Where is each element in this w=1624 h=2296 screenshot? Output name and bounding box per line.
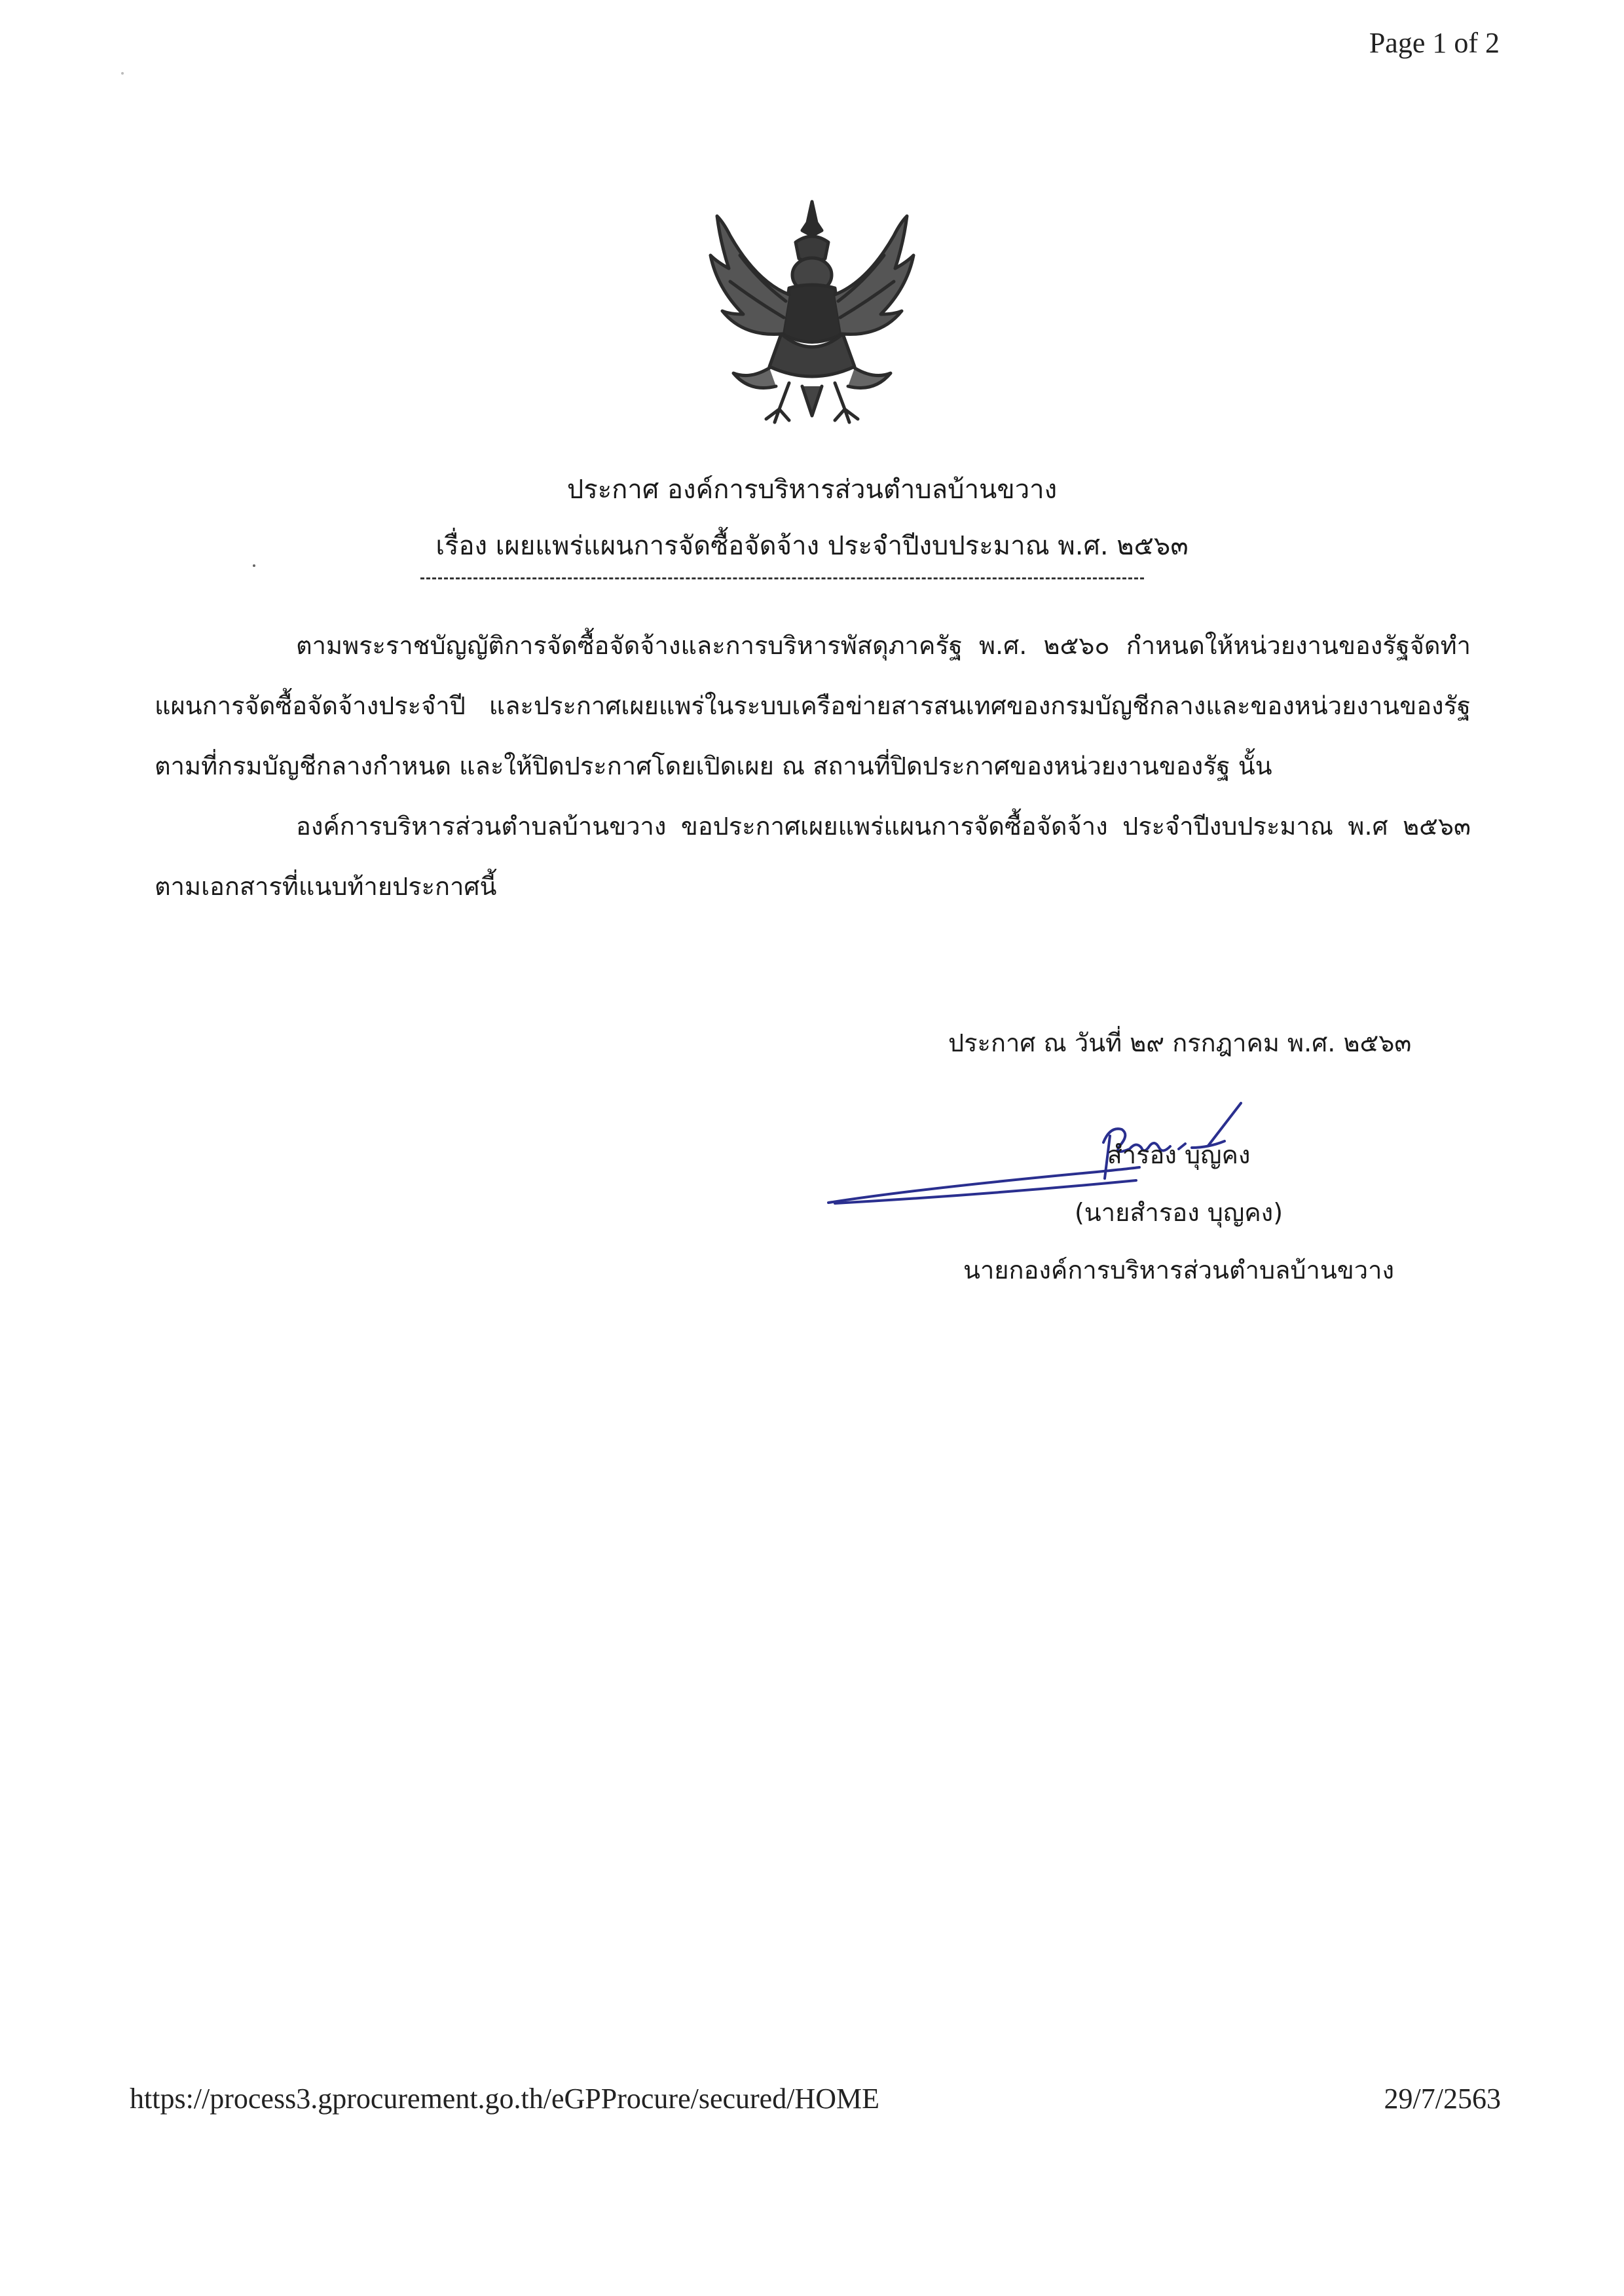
scan-speck xyxy=(121,72,124,75)
announcement-date: ประกาศ ณ วันที่ ๒๙ กรกฎาคม พ.ศ. ๒๕๖๓ xyxy=(948,1029,1412,1057)
title-divider xyxy=(420,577,1144,579)
body-paragraph-2: องค์การบริหารส่วนตำบลบ้านขวาง ขอประกาศเผยแพร่แผนการจัดซื้อจัดจ้าง ประจำปีงบประมาณ พ.ศ ๒๕๖๓ ตามเอกสารที่แนบท้ายประกาศนี้ xyxy=(155,812,1471,901)
page-indicator: Page 1 of 2 xyxy=(1369,27,1500,59)
scan-speck xyxy=(253,564,255,567)
signature-block xyxy=(877,1126,1480,1299)
signed-name: สำรอง บุญคง xyxy=(1107,1140,1251,1169)
announcement-body xyxy=(155,615,1471,917)
body-paragraph-1: ตามพระราชบัญญัติการจัดซื้อจัดจ้างและการบริหารพัสดุภาครัฐ พ.ศ. ๒๕๖๐ กำหนดให้หน่วยงานของรัฐจัดทำแผนการจัดซื้อจัดจ้างประจำปี และประกาศเผยแพร่ในระบบเครือข่ายสารสนเทศของกรมบัญชีกลางและของหน่วยงานของรัฐตามที่กรมบัญชีกลางกำหนด และให้ปิดประกาศโดยเปิดเผย ณ สถานที่ปิดประกาศของหน่วยงานของรัฐ นั้น xyxy=(155,631,1471,780)
signer-full-name: (นายสำรอง บุญคง) xyxy=(1074,1198,1283,1227)
footer-print-date: 29/7/2563 xyxy=(1384,2083,1501,2115)
garuda-emblem-icon xyxy=(704,196,920,426)
announcement-title-line1: ประกาศ องค์การบริหารส่วนตำบลบ้านขวาง xyxy=(566,475,1058,505)
announcement-title-line2: เรื่อง เผยแพร่แผนการจัดซื้อจัดจ้าง ประจำปีงบประมาณ พ.ศ. ๒๕๖๓ xyxy=(435,531,1189,561)
signer-position: นายกองค์การบริหารส่วนตำบลบ้านขวาง xyxy=(963,1256,1395,1285)
footer-url: https://process3.gprocurement.go.th/eGPProcure/secured/HOME xyxy=(130,2083,879,2115)
announcement-title xyxy=(0,462,1624,574)
